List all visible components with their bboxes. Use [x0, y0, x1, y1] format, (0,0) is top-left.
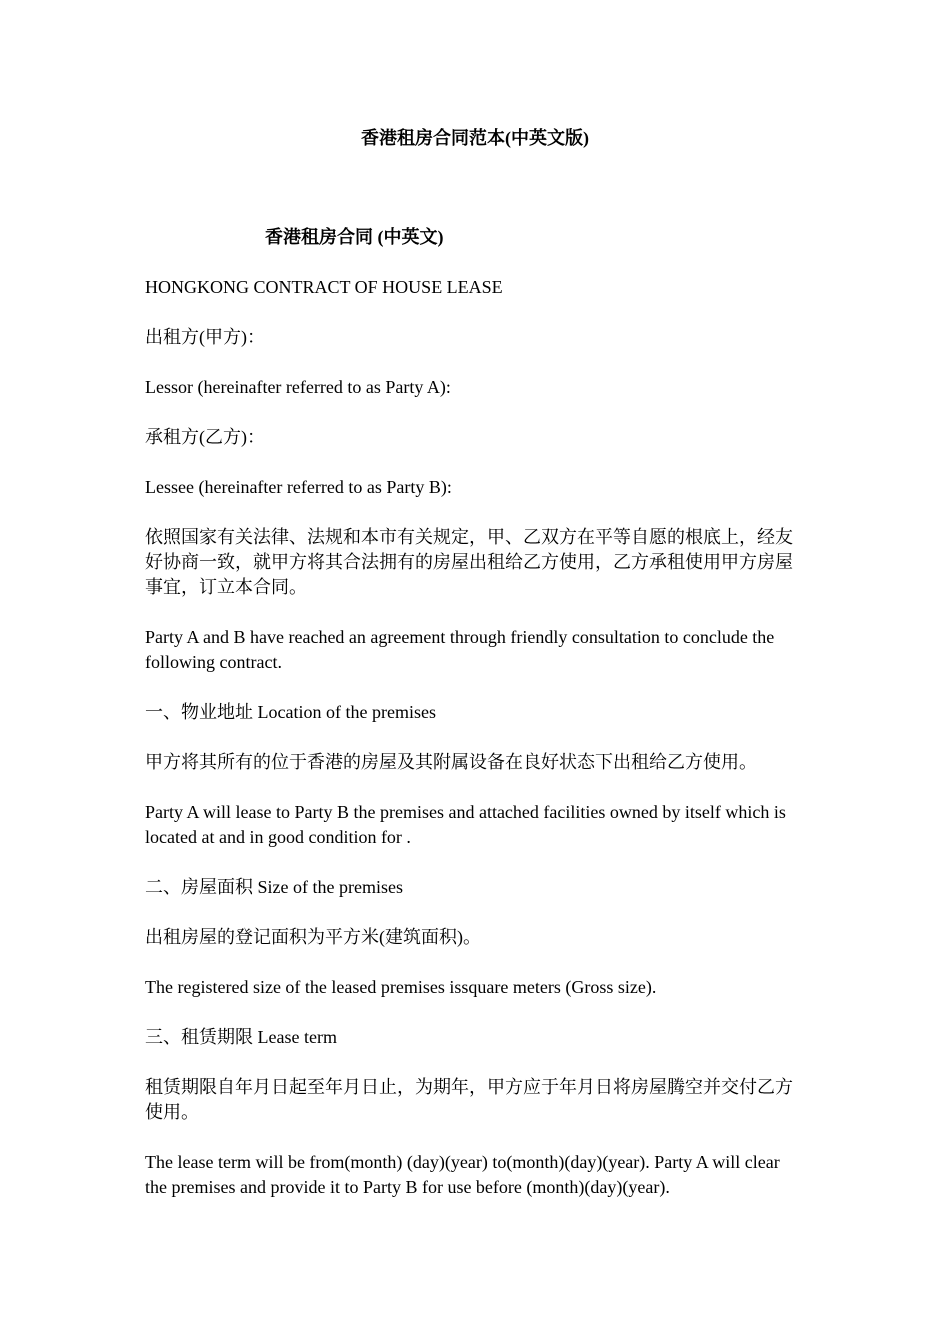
section-heading-location: 一、物业地址 Location of the premises	[145, 702, 436, 722]
document-body	[145, 275, 805, 1225]
contract-heading-english: HONGKONG CONTRACT OF HOUSE LEASE	[145, 277, 503, 297]
document-subtitle: 香港租房合同 (中英文)	[265, 227, 444, 247]
size-clause-chinese: 出租房屋的登记面积为平方米(建筑面积)。	[145, 927, 481, 947]
lessor-label-chinese: 出租方(甲方)：	[145, 327, 265, 347]
location-clause-english: Party A will lease to Party B the premises and attached facilities owned by itself which is located at and in good condition for .	[145, 802, 786, 847]
section-heading-lease-term: 三、租赁期限 Lease term	[145, 1027, 337, 1047]
document-title: 香港租房合同范本(中英文版)	[361, 128, 589, 148]
preamble-chinese: 依照国家有关法律、法规和本市有关规定，甲、乙双方在平等自愿的根底上，经友好协商一致，就甲方将其合法拥有的房屋出租给乙方使用，乙方承租使用甲方房屋事宜，订立本合同。	[145, 527, 793, 597]
lease-term-clause-english: The lease term will be from(month) (day)(year) to(month)(day)(year). Party A will clear the premises and provide it to Party B for use before (month)(day)(year).	[145, 1152, 780, 1197]
section-heading-size: 二、房屋面积 Size of the premises	[145, 877, 403, 897]
size-clause-english: The registered size of the leased premises issquare meters (Gross size).	[145, 977, 657, 997]
preamble-english: Party A and B have reached an agreement through friendly consultation to conclude the following contract.	[145, 627, 775, 672]
lessee-label-chinese: 承租方(乙方)：	[145, 427, 265, 447]
lease-term-clause-chinese: 租赁期限自年月日起至年月日止，为期年，甲方应于年月日将房屋腾空并交付乙方使用。	[145, 1077, 793, 1122]
lessee-label-english: Lessee (hereinafter referred to as Party B):	[145, 477, 452, 497]
location-clause-chinese: 甲方将其所有的位于香港的房屋及其附属设备在良好状态下出租给乙方使用。	[145, 752, 757, 772]
lessor-label-english: Lessor (hereinafter referred to as Party A):	[145, 377, 451, 397]
